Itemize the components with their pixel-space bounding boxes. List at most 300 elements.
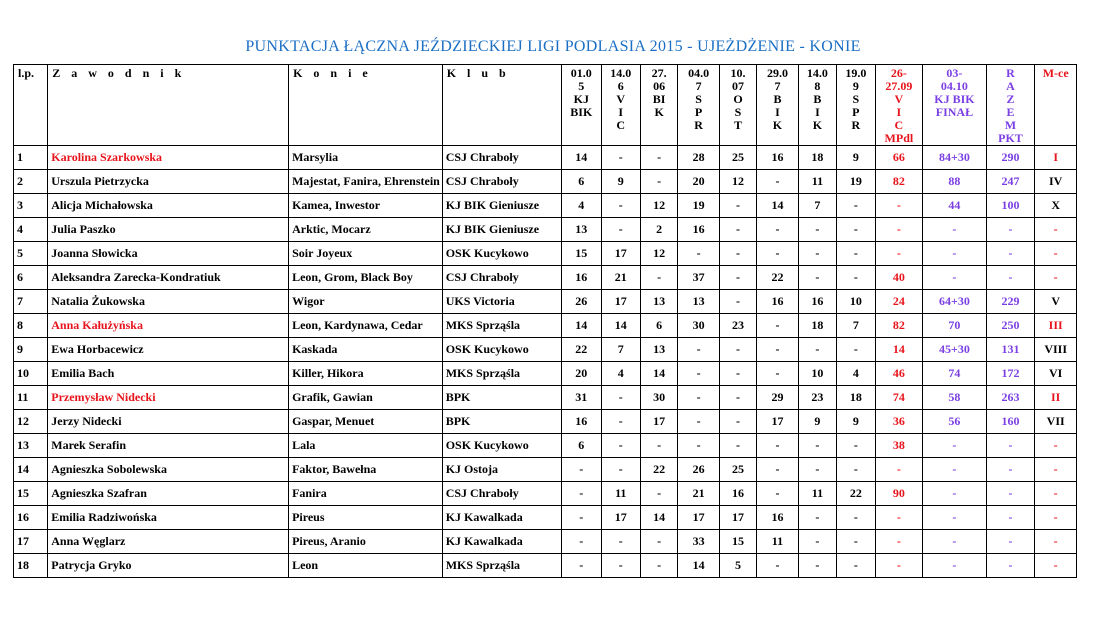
row-total: - <box>986 530 1035 554</box>
table-row <box>14 194 1077 218</box>
row-lp: 7 <box>14 290 48 314</box>
row-lp: 2 <box>14 170 48 194</box>
row-score-event-3: 13 <box>640 338 677 362</box>
row-score-event-6: - <box>757 362 799 386</box>
table-row <box>14 506 1077 530</box>
row-score-event-2: - <box>601 530 640 554</box>
results-table <box>13 64 1077 578</box>
row-lp: 8 <box>14 314 48 338</box>
row-club: OSK Kucykowo <box>442 338 561 362</box>
row-rider-name: Emilia Radziwońska <box>48 506 289 530</box>
header-event-8-line: R <box>851 118 861 132</box>
row-place: I <box>1035 146 1077 170</box>
header-total-line: PKT <box>998 131 1023 145</box>
row-final: - <box>923 506 986 530</box>
row-horses: Fanira <box>289 482 443 506</box>
row-lp: 4 <box>14 218 48 242</box>
header-rider: Z a w o d n i k <box>48 65 289 146</box>
row-score-event-7: 18 <box>798 314 836 338</box>
row-place: VI <box>1035 362 1077 386</box>
row-score-event-5: - <box>719 194 756 218</box>
row-score-event-7: - <box>798 338 836 362</box>
row-total: 247 <box>986 170 1035 194</box>
row-horses: Marsylia <box>289 146 443 170</box>
row-final: 56 <box>923 410 986 434</box>
row-horses: Kamea, Inwestor <box>289 194 443 218</box>
header-event-3-line: 27. <box>651 66 667 80</box>
row-score-event-8: 9 <box>837 146 875 170</box>
row-score-event-2: 9 <box>601 170 640 194</box>
header-event-7-line: B <box>813 92 822 106</box>
row-horses: Pireus, Aranio <box>289 530 443 554</box>
row-mpdl: 36 <box>875 410 923 434</box>
header-event-5-line: 10. <box>730 66 746 80</box>
row-rider-name: Jerzy Nidecki <box>48 410 289 434</box>
row-score-event-5: - <box>719 266 756 290</box>
row-score-event-1: 14 <box>562 146 601 170</box>
row-score-event-5: - <box>719 242 756 266</box>
header-event-1 <box>562 65 601 146</box>
row-final: - <box>923 530 986 554</box>
row-place: - <box>1035 506 1077 530</box>
header-event-6 <box>757 65 799 146</box>
row-horses: Killer, Hikora <box>289 362 443 386</box>
row-score-event-8: - <box>837 242 875 266</box>
row-score-event-5: - <box>719 434 756 458</box>
header-total-line: M <box>1004 118 1017 132</box>
header-event-6-line: 29.0 <box>766 66 788 80</box>
table-row <box>14 386 1077 410</box>
row-score-event-4: - <box>678 242 720 266</box>
header-event-7-line: 8 <box>814 79 821 93</box>
row-place: - <box>1035 530 1077 554</box>
header-event-3-line: K <box>654 105 664 119</box>
row-lp: 10 <box>14 362 48 386</box>
row-horses: Soir Joyeux <box>289 242 443 266</box>
row-score-event-6: 14 <box>757 194 799 218</box>
row-rider-name: Agnieszka Sobolewska <box>48 458 289 482</box>
row-score-event-7: 7 <box>798 194 836 218</box>
row-rider-name: Aleksandra Zarecka-Kondratiuk <box>48 266 289 290</box>
row-total: 290 <box>986 146 1035 170</box>
row-score-event-2: 17 <box>601 242 640 266</box>
row-score-event-3: 12 <box>640 242 677 266</box>
row-score-event-7: - <box>798 242 836 266</box>
row-lp: 18 <box>14 554 48 578</box>
row-score-event-2: - <box>601 554 640 578</box>
header-total-line: Z <box>1006 92 1015 106</box>
table-row <box>14 458 1077 482</box>
row-total: - <box>986 458 1035 482</box>
row-score-event-7: 11 <box>798 170 836 194</box>
row-club: CSJ Chraboły <box>442 266 561 290</box>
row-score-event-3: - <box>640 146 677 170</box>
header-event-7 <box>798 65 836 146</box>
row-score-event-4: 17 <box>678 506 720 530</box>
row-rider-name: Marek Serafin <box>48 434 289 458</box>
row-score-event-3: - <box>640 554 677 578</box>
row-club: MKS Sprząśla <box>442 314 561 338</box>
row-score-event-1: 20 <box>562 362 601 386</box>
row-club: BPK <box>442 386 561 410</box>
header-event-8-line: 19.0 <box>845 66 867 80</box>
row-place: - <box>1035 242 1077 266</box>
row-score-event-3: 6 <box>640 314 677 338</box>
row-horses: Arktic, Mocarz <box>289 218 443 242</box>
row-total: 263 <box>986 386 1035 410</box>
header-mpdl-line: 27.09 <box>885 79 913 93</box>
row-score-event-3: - <box>640 434 677 458</box>
header-event-2-line: V <box>616 92 626 106</box>
row-score-event-1: 4 <box>562 194 601 218</box>
row-score-event-4: 37 <box>678 266 720 290</box>
row-score-event-1: 31 <box>562 386 601 410</box>
row-club: CSJ Chraboły <box>442 482 561 506</box>
row-horses: Lala <box>289 434 443 458</box>
row-rider-name: Anna Węglarz <box>48 530 289 554</box>
row-lp: 1 <box>14 146 48 170</box>
row-final: - <box>923 266 986 290</box>
row-final: 44 <box>923 194 986 218</box>
table-row <box>14 218 1077 242</box>
row-horses: Wigor <box>289 290 443 314</box>
row-score-event-5: 16 <box>719 482 756 506</box>
row-club: CSJ Chraboły <box>442 170 561 194</box>
header-final-line: KJ BIK <box>934 92 975 106</box>
row-score-event-2: 4 <box>601 362 640 386</box>
row-score-event-1: - <box>562 458 601 482</box>
header-final-line: 04.10 <box>940 79 968 93</box>
table-row <box>14 266 1077 290</box>
table-row <box>14 242 1077 266</box>
row-score-event-5: 5 <box>719 554 756 578</box>
row-mpdl: 90 <box>875 482 923 506</box>
row-horses: Leon, Grom, Black Boy <box>289 266 443 290</box>
row-score-event-6: 29 <box>757 386 799 410</box>
row-club: MKS Sprząśla <box>442 554 561 578</box>
header-event-5 <box>719 65 756 146</box>
header-mpdl-line: I <box>896 105 902 119</box>
row-club: KJ Ostoja <box>442 458 561 482</box>
row-score-event-7: 16 <box>798 290 836 314</box>
row-score-event-2: - <box>601 458 640 482</box>
row-rider-name: Agnieszka Szafran <box>48 482 289 506</box>
row-score-event-8: - <box>837 338 875 362</box>
table-row <box>14 530 1077 554</box>
row-final: - <box>923 482 986 506</box>
table-row <box>14 434 1077 458</box>
row-score-event-5: - <box>719 410 756 434</box>
row-total: - <box>986 218 1035 242</box>
row-score-event-5: 25 <box>719 146 756 170</box>
table-row <box>14 482 1077 506</box>
row-score-event-7: - <box>798 530 836 554</box>
header-event-4-line: 7 <box>695 79 702 93</box>
header-event-4-line: 04.0 <box>688 66 710 80</box>
row-score-event-6: 11 <box>757 530 799 554</box>
row-score-event-1: 14 <box>562 314 601 338</box>
header-mpdl-line: MPdl <box>884 131 914 145</box>
row-club: KJ BIK Gieniusze <box>442 218 561 242</box>
table-row <box>14 146 1077 170</box>
row-final: - <box>923 242 986 266</box>
row-score-event-1: - <box>562 554 601 578</box>
row-score-event-4: 14 <box>678 554 720 578</box>
row-mpdl: - <box>875 218 923 242</box>
row-score-event-6: - <box>757 242 799 266</box>
row-final: 58 <box>923 386 986 410</box>
row-score-event-4: 19 <box>678 194 720 218</box>
header-final <box>923 65 986 146</box>
row-place: - <box>1035 458 1077 482</box>
row-mpdl: - <box>875 554 923 578</box>
row-score-event-4: - <box>678 434 720 458</box>
row-score-event-6: 16 <box>757 506 799 530</box>
header-event-3-line: 06 <box>653 79 666 93</box>
row-score-event-3: 13 <box>640 290 677 314</box>
header-total-line: R <box>1006 66 1015 80</box>
row-score-event-5: - <box>719 362 756 386</box>
row-mpdl: - <box>875 194 923 218</box>
row-score-event-2: 11 <box>601 482 640 506</box>
row-rider-name: Anna Kałużyńska <box>48 314 289 338</box>
row-rider-name: Joanna Słowicka <box>48 242 289 266</box>
row-total: - <box>986 266 1035 290</box>
header-event-2-line: C <box>616 118 626 132</box>
row-rider-name: Ewa Horbacewicz <box>48 338 289 362</box>
header-event-6-line: K <box>772 118 783 132</box>
row-place: - <box>1035 434 1077 458</box>
row-score-event-3: - <box>640 170 677 194</box>
row-lp: 3 <box>14 194 48 218</box>
row-mpdl: 24 <box>875 290 923 314</box>
row-score-event-2: - <box>601 386 640 410</box>
header-club: K l u b <box>442 65 561 146</box>
row-score-event-8: - <box>837 506 875 530</box>
row-place: - <box>1035 482 1077 506</box>
header-total-line: A <box>1006 79 1015 93</box>
row-horses: Pireus <box>289 506 443 530</box>
row-score-event-2: 17 <box>601 290 640 314</box>
row-horses: Gaspar, Menuet <box>289 410 443 434</box>
row-total: - <box>986 506 1035 530</box>
row-score-event-8: - <box>837 554 875 578</box>
header-event-5-line: O <box>733 92 743 106</box>
row-score-event-4: 30 <box>678 314 720 338</box>
row-place: - <box>1035 554 1077 578</box>
row-score-event-3: 22 <box>640 458 677 482</box>
row-final: 45+30 <box>923 338 986 362</box>
header-total <box>986 65 1035 146</box>
row-score-event-3: 30 <box>640 386 677 410</box>
row-place: IV <box>1035 170 1077 194</box>
row-club: BPK <box>442 410 561 434</box>
row-score-event-6: - <box>757 170 799 194</box>
header-total-line: E <box>1006 105 1015 119</box>
row-score-event-8: 19 <box>837 170 875 194</box>
row-score-event-3: 17 <box>640 410 677 434</box>
row-score-event-1: - <box>562 482 601 506</box>
row-score-event-2: - <box>601 146 640 170</box>
header-mpdl-line: V <box>894 92 904 106</box>
row-score-event-5: 25 <box>719 458 756 482</box>
header-event-8-line: S <box>852 92 860 106</box>
header-event-7-line: I <box>815 105 820 119</box>
row-mpdl: - <box>875 242 923 266</box>
header-event-3 <box>640 65 677 146</box>
row-club: OSK Kucykowo <box>442 434 561 458</box>
table-row <box>14 314 1077 338</box>
row-total: 229 <box>986 290 1035 314</box>
row-score-event-7: - <box>798 266 836 290</box>
row-lp: 11 <box>14 386 48 410</box>
header-final-line: FINAŁ <box>935 105 974 119</box>
header-event-8-line: P <box>852 105 860 119</box>
row-score-event-6: - <box>757 554 799 578</box>
header-final-line: 03- <box>946 66 963 80</box>
header-event-1-line: 5 <box>578 79 585 93</box>
row-score-event-1: 26 <box>562 290 601 314</box>
header-place: M-ce <box>1035 65 1077 146</box>
row-club: CSJ Chraboły <box>442 146 561 170</box>
row-rider-name: Alicja Michałowska <box>48 194 289 218</box>
row-score-event-6: - <box>757 314 799 338</box>
row-score-event-5: - <box>719 290 756 314</box>
row-score-event-1: 22 <box>562 338 601 362</box>
row-club: KJ Kawalkada <box>442 530 561 554</box>
row-mpdl: 82 <box>875 314 923 338</box>
table-row <box>14 362 1077 386</box>
row-total: - <box>986 434 1035 458</box>
row-lp: 15 <box>14 482 48 506</box>
header-event-4 <box>678 65 720 146</box>
row-score-event-5: - <box>719 338 756 362</box>
row-final: 84+30 <box>923 146 986 170</box>
header-event-7-line: K <box>812 118 823 132</box>
row-score-event-7: 23 <box>798 386 836 410</box>
row-score-event-4: 21 <box>678 482 720 506</box>
row-score-event-1: 16 <box>562 266 601 290</box>
row-total: 131 <box>986 338 1035 362</box>
row-score-event-8: 7 <box>837 314 875 338</box>
row-score-event-4: - <box>678 362 720 386</box>
row-score-event-1: 15 <box>562 242 601 266</box>
row-mpdl: 66 <box>875 146 923 170</box>
row-score-event-1: - <box>562 530 601 554</box>
row-score-event-8: - <box>837 194 875 218</box>
row-score-event-1: 16 <box>562 410 601 434</box>
header-event-2 <box>601 65 640 146</box>
row-score-event-8: 22 <box>837 482 875 506</box>
row-total: - <box>986 554 1035 578</box>
row-score-event-5: - <box>719 386 756 410</box>
row-horses: Faktor, Bawełna <box>289 458 443 482</box>
row-lp: 17 <box>14 530 48 554</box>
row-score-event-7: 11 <box>798 482 836 506</box>
row-club: MKS Sprząśla <box>442 362 561 386</box>
header-event-8-line: 9 <box>852 79 859 93</box>
row-final: - <box>923 434 986 458</box>
row-mpdl: 82 <box>875 170 923 194</box>
row-total: 160 <box>986 410 1035 434</box>
row-mpdl: 40 <box>875 266 923 290</box>
row-lp: 9 <box>14 338 48 362</box>
row-score-event-4: - <box>678 410 720 434</box>
row-score-event-2: - <box>601 434 640 458</box>
row-score-event-7: - <box>798 506 836 530</box>
header-event-8 <box>837 65 875 146</box>
row-score-event-2: 21 <box>601 266 640 290</box>
row-score-event-3: - <box>640 482 677 506</box>
header-event-4-line: P <box>694 105 703 119</box>
row-score-event-4: 16 <box>678 218 720 242</box>
header-event-6-line: 7 <box>774 79 781 93</box>
row-score-event-8: - <box>837 218 875 242</box>
row-score-event-6: - <box>757 482 799 506</box>
row-rider-name: Julia Paszko <box>48 218 289 242</box>
row-lp: 6 <box>14 266 48 290</box>
row-score-event-7: - <box>798 218 836 242</box>
table-row <box>14 290 1077 314</box>
row-lp: 5 <box>14 242 48 266</box>
row-score-event-6: 16 <box>757 290 799 314</box>
row-score-event-7: 10 <box>798 362 836 386</box>
row-final: - <box>923 554 986 578</box>
row-lp: 16 <box>14 506 48 530</box>
row-horses: Grafik, Gawian <box>289 386 443 410</box>
table-row <box>14 554 1077 578</box>
row-score-event-4: 28 <box>678 146 720 170</box>
row-score-event-6: 16 <box>757 146 799 170</box>
row-score-event-8: - <box>837 530 875 554</box>
row-score-event-5: 15 <box>719 530 756 554</box>
row-mpdl: 74 <box>875 386 923 410</box>
row-score-event-8: - <box>837 458 875 482</box>
header-mpdl-line: C <box>894 118 904 132</box>
row-score-event-1: 13 <box>562 218 601 242</box>
row-mpdl: - <box>875 530 923 554</box>
row-final: - <box>923 458 986 482</box>
row-place: V <box>1035 290 1077 314</box>
row-score-event-8: 4 <box>837 362 875 386</box>
row-score-event-2: 14 <box>601 314 640 338</box>
row-club: KJ BIK Gieniusze <box>442 194 561 218</box>
row-score-event-6: - <box>757 434 799 458</box>
row-score-event-5: 12 <box>719 170 756 194</box>
row-score-event-3: 2 <box>640 218 677 242</box>
header-event-1-line: BIK <box>570 105 593 119</box>
row-place: - <box>1035 266 1077 290</box>
row-score-event-8: - <box>837 434 875 458</box>
header-event-7-line: 14.0 <box>806 66 828 80</box>
header-mpdl <box>875 65 923 146</box>
row-final: - <box>923 218 986 242</box>
header-mpdl-line: 26- <box>890 66 907 80</box>
row-score-event-8: 18 <box>837 386 875 410</box>
header-event-5-line: 07 <box>732 79 744 93</box>
row-horses: Leon <box>289 554 443 578</box>
row-horses: Majestat, Fanira, Ehrenstein <box>289 170 443 194</box>
row-score-event-2: - <box>601 218 640 242</box>
row-lp: 14 <box>14 458 48 482</box>
row-score-event-6: - <box>757 338 799 362</box>
row-score-event-2: 7 <box>601 338 640 362</box>
row-total: 172 <box>986 362 1035 386</box>
row-total: - <box>986 482 1035 506</box>
row-score-event-7: - <box>798 434 836 458</box>
header-event-6-line: B <box>773 92 782 106</box>
table-row <box>14 338 1077 362</box>
